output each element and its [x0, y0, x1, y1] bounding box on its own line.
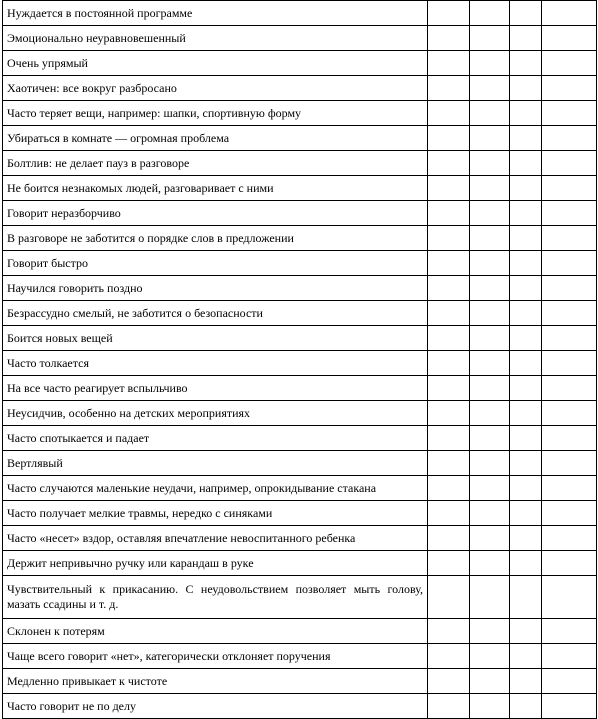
table-row — [3, 126, 597, 151]
trait-cell: Болтлив: не делает пауз в разговоре — [3, 151, 428, 176]
table-row — [3, 619, 597, 644]
trait-cell: Часто говорит не по делу — [3, 694, 428, 719]
rating-cell-2[interactable] — [470, 51, 510, 76]
rating-cell-1[interactable] — [428, 476, 470, 501]
table-row — [3, 101, 597, 126]
table-row — [3, 426, 597, 451]
trait-cell: Часто спотыкается и падает — [3, 426, 428, 451]
rating-cell-3[interactable] — [510, 176, 542, 201]
rating-cell-4[interactable] — [542, 476, 597, 501]
rating-cell-3[interactable] — [510, 526, 542, 551]
trait-cell: Неусидчив, особенно на детских мероприятиях — [3, 401, 428, 426]
rating-cell-3[interactable] — [510, 126, 542, 151]
rating-cell-2[interactable] — [470, 326, 510, 351]
table-row — [3, 76, 597, 101]
rating-cell-4[interactable] — [542, 1, 597, 26]
rating-cell-3[interactable] — [510, 301, 542, 326]
rating-cell-4[interactable] — [542, 326, 597, 351]
rating-cell-1[interactable] — [428, 126, 470, 151]
trait-cell: Боится новых вещей — [3, 326, 428, 351]
behavior-checklist-table — [2, 0, 597, 719]
table-row — [3, 576, 597, 619]
rating-cell-2[interactable] — [470, 669, 510, 694]
rating-cell-2[interactable] — [470, 694, 510, 719]
rating-cell-1[interactable] — [428, 301, 470, 326]
trait-cell: Научился говорить поздно — [3, 276, 428, 301]
rating-cell-4[interactable] — [542, 176, 597, 201]
rating-cell-3[interactable] — [510, 1, 542, 26]
rating-cell-3[interactable] — [510, 551, 542, 576]
rating-cell-2[interactable] — [470, 501, 510, 526]
rating-cell-1[interactable] — [428, 669, 470, 694]
trait-cell: В разговоре не заботится о порядке слов в предложении — [3, 226, 428, 251]
table-row — [3, 351, 597, 376]
rating-cell-2[interactable] — [470, 226, 510, 251]
trait-cell: Безрассудно смелый, не заботится о безопасности — [3, 301, 428, 326]
table-row — [3, 1, 597, 26]
rating-cell-1[interactable] — [428, 526, 470, 551]
rating-cell-2[interactable] — [470, 276, 510, 301]
rating-cell-4[interactable] — [542, 501, 597, 526]
trait-cell: Убираться в комнате — огромная проблема — [3, 126, 428, 151]
trait-cell: На все часто реагирует вспыльчиво — [3, 376, 428, 401]
rating-cell-1[interactable] — [428, 451, 470, 476]
rating-cell-2[interactable] — [470, 576, 510, 619]
rating-cell-4[interactable] — [542, 426, 597, 451]
table-row — [3, 176, 597, 201]
trait-cell: Часто толкается — [3, 351, 428, 376]
rating-cell-4[interactable] — [542, 76, 597, 101]
trait-cell: Часто случаются маленькие неудачи, например, опрокидывание стакана — [3, 476, 428, 501]
rating-cell-4[interactable] — [542, 551, 597, 576]
rating-cell-1[interactable] — [428, 694, 470, 719]
trait-cell: Часто «несет» вздор, оставляя впечатление невоспитанного ребенка — [3, 526, 428, 551]
table-row — [3, 276, 597, 301]
trait-cell: Медленно привыкает к чистоте — [3, 669, 428, 694]
rating-cell-3[interactable] — [510, 476, 542, 501]
trait-cell: Чувствительный к прикасанию. С неудовольствием позволяет мыть голову, мазать ссадины и т. д. — [3, 576, 428, 619]
table-row — [3, 644, 597, 669]
rating-cell-3[interactable] — [510, 451, 542, 476]
table-row — [3, 669, 597, 694]
rating-cell-1[interactable] — [428, 376, 470, 401]
table-row — [3, 694, 597, 719]
rating-cell-2[interactable] — [470, 176, 510, 201]
rating-cell-4[interactable] — [542, 26, 597, 51]
rating-cell-1[interactable] — [428, 501, 470, 526]
rating-cell-3[interactable] — [510, 669, 542, 694]
rating-cell-3[interactable] — [510, 26, 542, 51]
trait-cell: Склонен к потерям — [3, 619, 428, 644]
rating-cell-3[interactable] — [510, 326, 542, 351]
table-row — [3, 376, 597, 401]
rating-cell-1[interactable] — [428, 576, 470, 619]
rating-cell-3[interactable] — [510, 644, 542, 669]
rating-cell-4[interactable] — [542, 526, 597, 551]
rating-cell-3[interactable] — [510, 501, 542, 526]
rating-cell-4[interactable] — [542, 226, 597, 251]
rating-cell-2[interactable] — [470, 301, 510, 326]
trait-cell: Часто получает мелкие травмы, нередко с синяками — [3, 501, 428, 526]
table-row — [3, 451, 597, 476]
checklist-body — [3, 1, 597, 719]
rating-cell-1[interactable] — [428, 619, 470, 644]
trait-cell: Чаще всего говорит «нет», категорически отклоняет поручения — [3, 644, 428, 669]
rating-cell-2[interactable] — [470, 151, 510, 176]
rating-cell-4[interactable] — [542, 376, 597, 401]
rating-cell-2[interactable] — [470, 526, 510, 551]
rating-cell-2[interactable] — [470, 1, 510, 26]
rating-cell-4[interactable] — [542, 126, 597, 151]
rating-cell-2[interactable] — [470, 201, 510, 226]
rating-cell-2[interactable] — [470, 644, 510, 669]
trait-cell: Вертлявый — [3, 451, 428, 476]
rating-cell-4[interactable] — [542, 201, 597, 226]
table-row — [3, 501, 597, 526]
trait-cell: Говорит неразборчиво — [3, 201, 428, 226]
trait-cell: Хаотичен: все вокруг разбросано — [3, 76, 428, 101]
table-row — [3, 301, 597, 326]
table-row — [3, 226, 597, 251]
rating-cell-2[interactable] — [470, 551, 510, 576]
rating-cell-1[interactable] — [428, 76, 470, 101]
trait-cell: Нуждается в постоянной программе — [3, 1, 428, 26]
trait-cell: Говорит быстро — [3, 251, 428, 276]
rating-cell-3[interactable] — [510, 151, 542, 176]
rating-cell-1[interactable] — [428, 101, 470, 126]
rating-cell-4[interactable] — [542, 51, 597, 76]
trait-cell: Часто теряет вещи, например: шапки, спортивную форму — [3, 101, 428, 126]
rating-cell-3[interactable] — [510, 401, 542, 426]
rating-cell-1[interactable] — [428, 251, 470, 276]
rating-cell-3[interactable] — [510, 101, 542, 126]
rating-cell-1[interactable] — [428, 51, 470, 76]
rating-cell-2[interactable] — [470, 26, 510, 51]
rating-cell-3[interactable] — [510, 376, 542, 401]
rating-cell-4[interactable] — [542, 401, 597, 426]
rating-cell-4[interactable] — [542, 301, 597, 326]
rating-cell-3[interactable] — [510, 76, 542, 101]
table-row — [3, 201, 597, 226]
rating-cell-2[interactable] — [470, 426, 510, 451]
rating-cell-4[interactable] — [542, 351, 597, 376]
rating-cell-2[interactable] — [470, 251, 510, 276]
rating-cell-2[interactable] — [470, 101, 510, 126]
rating-cell-2[interactable] — [470, 76, 510, 101]
rating-cell-2[interactable] — [470, 476, 510, 501]
rating-cell-4[interactable] — [542, 251, 597, 276]
rating-cell-1[interactable] — [428, 426, 470, 451]
rating-cell-1[interactable] — [428, 644, 470, 669]
rating-cell-2[interactable] — [470, 401, 510, 426]
rating-cell-1[interactable] — [428, 551, 470, 576]
rating-cell-1[interactable] — [428, 276, 470, 301]
rating-cell-4[interactable] — [542, 576, 597, 619]
rating-cell-2[interactable] — [470, 619, 510, 644]
rating-cell-4[interactable] — [542, 276, 597, 301]
rating-cell-2[interactable] — [470, 451, 510, 476]
table-row — [3, 526, 597, 551]
rating-cell-1[interactable] — [428, 26, 470, 51]
rating-cell-4[interactable] — [542, 151, 597, 176]
rating-cell-4[interactable] — [542, 669, 597, 694]
table-row — [3, 326, 597, 351]
rating-cell-4[interactable] — [542, 694, 597, 719]
trait-cell: Очень упрямый — [3, 51, 428, 76]
rating-cell-3[interactable] — [510, 351, 542, 376]
rating-cell-1[interactable] — [428, 201, 470, 226]
table-row — [3, 401, 597, 426]
table-row — [3, 26, 597, 51]
table-row — [3, 51, 597, 76]
rating-cell-3[interactable] — [510, 51, 542, 76]
rating-cell-1[interactable] — [428, 401, 470, 426]
rating-cell-1[interactable] — [428, 351, 470, 376]
rating-cell-1[interactable] — [428, 151, 470, 176]
rating-cell-3[interactable] — [510, 226, 542, 251]
rating-cell-3[interactable] — [510, 426, 542, 451]
rating-cell-3[interactable] — [510, 276, 542, 301]
rating-cell-4[interactable] — [542, 619, 597, 644]
rating-cell-1[interactable] — [428, 1, 470, 26]
rating-cell-1[interactable] — [428, 226, 470, 251]
table-row — [3, 551, 597, 576]
rating-cell-4[interactable] — [542, 101, 597, 126]
rating-cell-1[interactable] — [428, 176, 470, 201]
rating-cell-3[interactable] — [510, 576, 542, 619]
table-row — [3, 151, 597, 176]
trait-cell: Эмоционально неуравновешенный — [3, 26, 428, 51]
rating-cell-3[interactable] — [510, 619, 542, 644]
trait-cell: Держит непривычно ручку или карандаш в руке — [3, 551, 428, 576]
rating-cell-4[interactable] — [542, 644, 597, 669]
rating-cell-3[interactable] — [510, 694, 542, 719]
rating-cell-2[interactable] — [470, 351, 510, 376]
rating-cell-2[interactable] — [470, 376, 510, 401]
rating-cell-2[interactable] — [470, 126, 510, 151]
rating-cell-4[interactable] — [542, 451, 597, 476]
rating-cell-3[interactable] — [510, 251, 542, 276]
table-row — [3, 251, 597, 276]
trait-cell: Не боится незнакомых людей, разговаривает с ними — [3, 176, 428, 201]
table-row — [3, 476, 597, 501]
rating-cell-1[interactable] — [428, 326, 470, 351]
rating-cell-3[interactable] — [510, 201, 542, 226]
